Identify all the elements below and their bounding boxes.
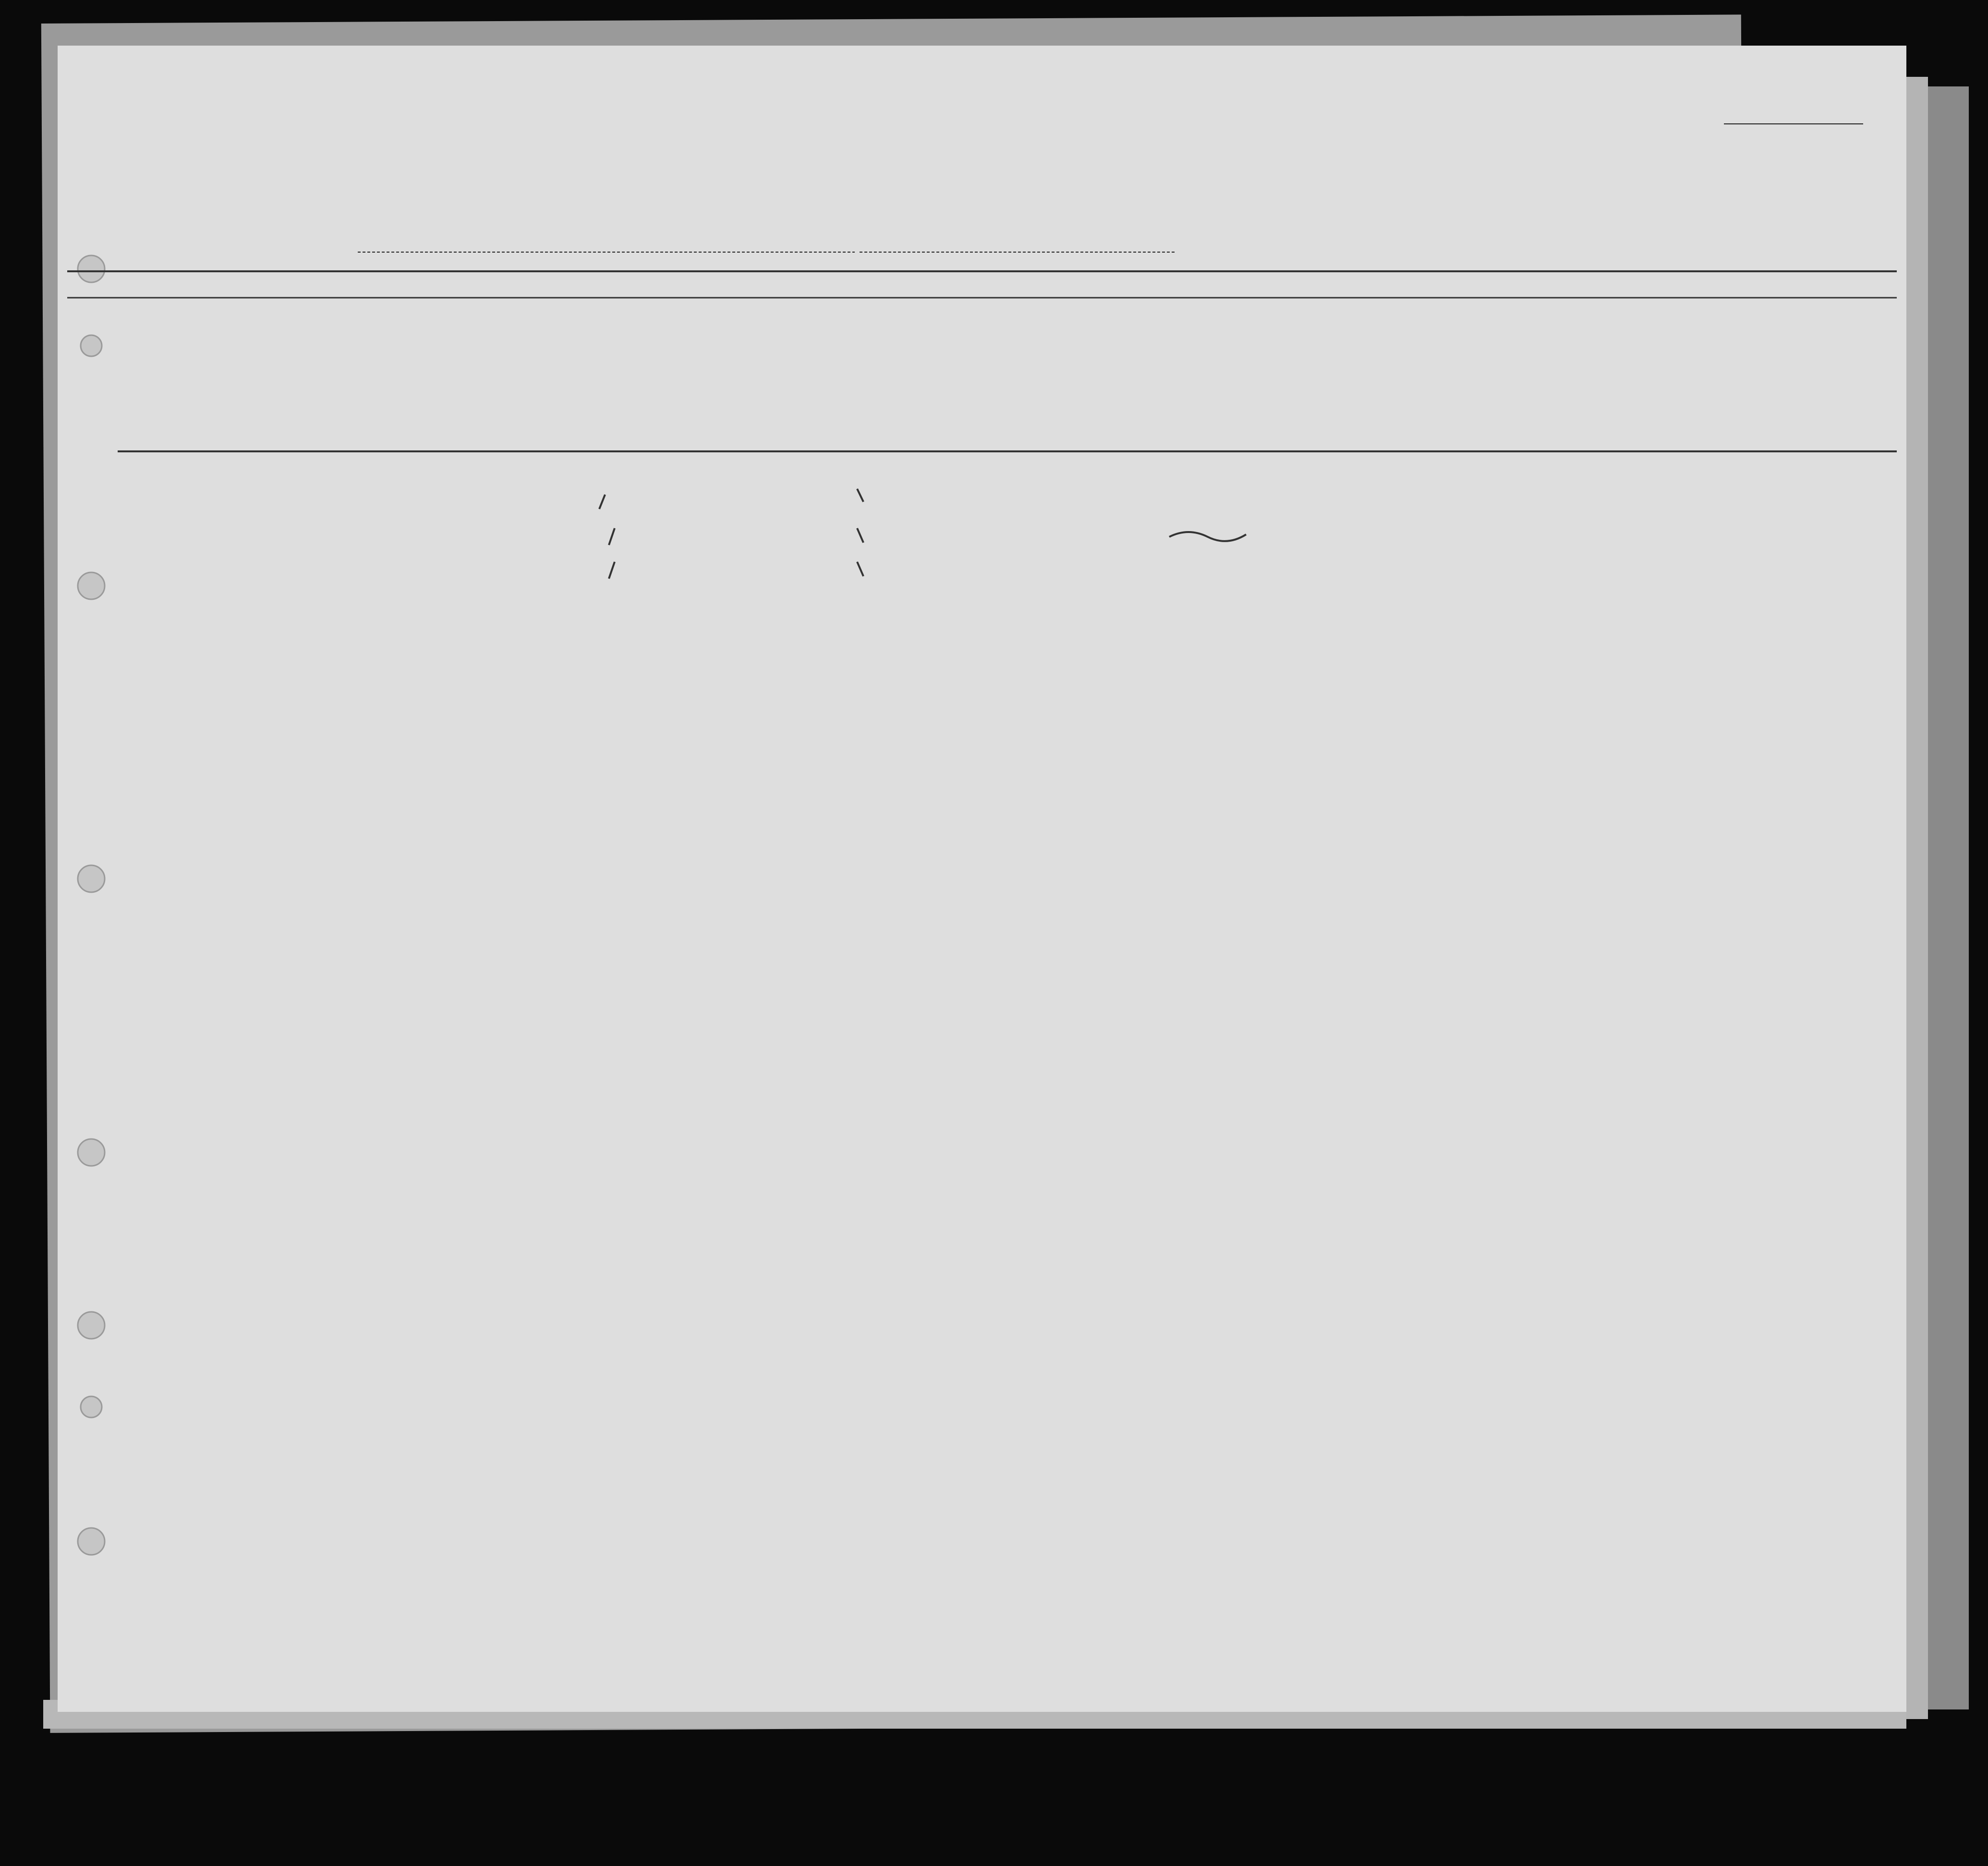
manifest-sheet [58, 46, 1906, 1712]
